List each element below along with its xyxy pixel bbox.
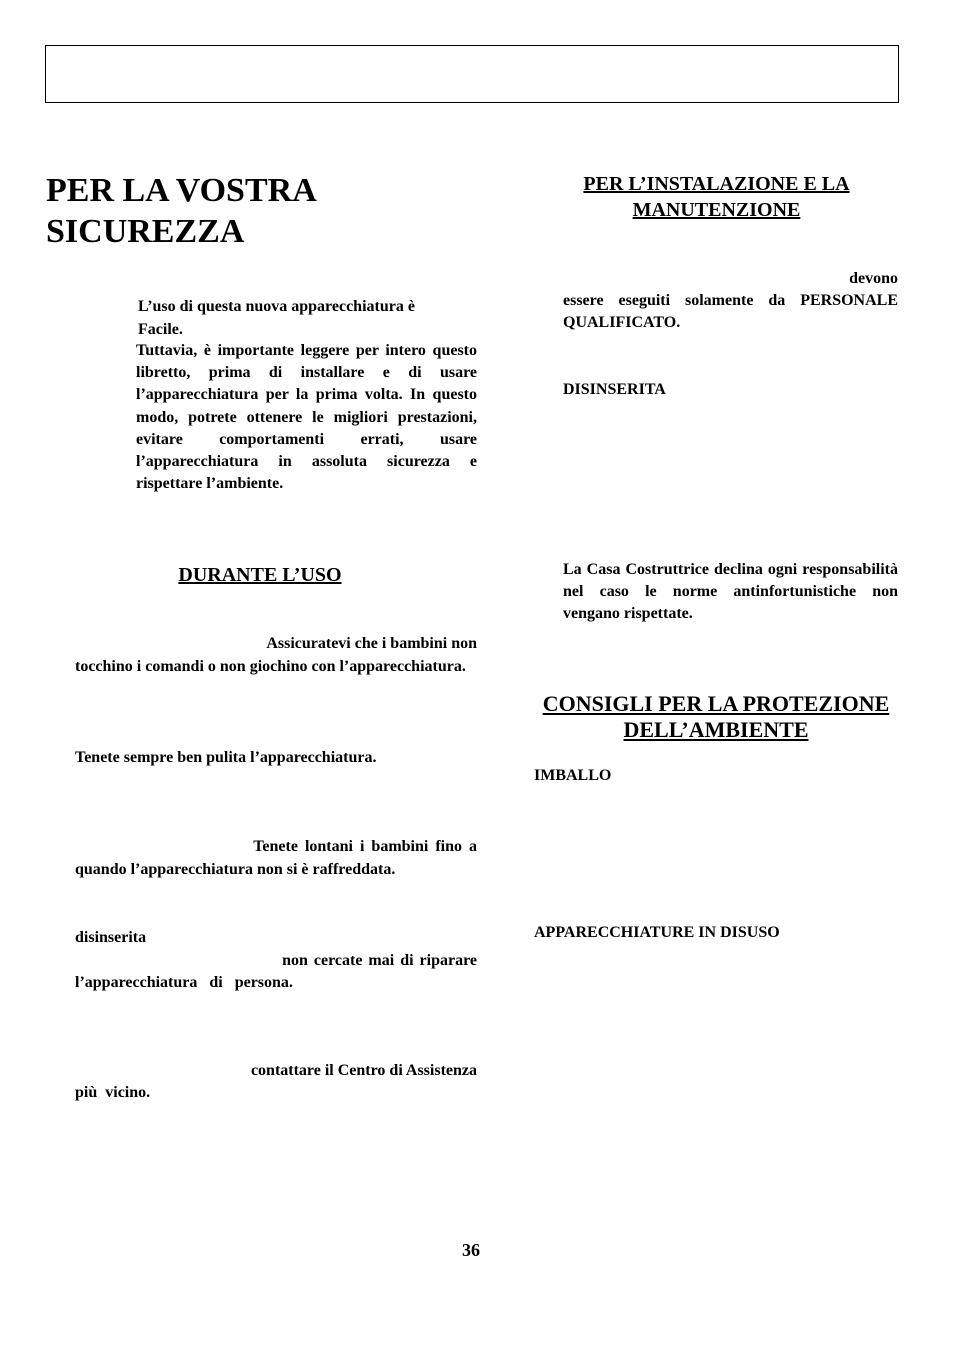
installazione-heading-2: MANUTENZIONE bbox=[632, 199, 801, 221]
installazione-heading bbox=[534, 171, 899, 223]
durante-heading: DURANTE L’USO bbox=[178, 564, 342, 586]
durante-p3-rest: quando l’apparecchiatura non si è raffreddata. bbox=[75, 861, 396, 878]
installazione-p3: La Casa Costruttrice declina ogni responsabilità nel caso le norme antinfortunistiche non vengano rispettate. bbox=[563, 561, 898, 623]
title-line-2: SICUREZZA bbox=[46, 213, 245, 250]
durante-p3-first: Tenete lontani i bambini fino a bbox=[253, 838, 477, 855]
installazione-heading-1: PER L’INSTALAZIONE E LA bbox=[583, 173, 850, 195]
page-number: 36 bbox=[462, 1240, 480, 1260]
durante-p5-rest: più vicino. bbox=[75, 1084, 151, 1101]
header-box bbox=[45, 45, 899, 103]
intro-line-2: Facile. bbox=[138, 321, 183, 338]
durante-p1-first: Assicuratevi che i bambini non bbox=[266, 635, 477, 652]
installazione-p1-first: devono bbox=[849, 270, 898, 287]
durante-p4-rest: l’apparecchiatura di persona. bbox=[75, 974, 293, 991]
durante-p5-first: contattare il Centro di Assistenza bbox=[250, 1062, 477, 1079]
durante-p1-rest: tocchino i comandi o non giochino con l’apparecchiatura. bbox=[75, 658, 466, 675]
title-line-1: PER LA VOSTRA bbox=[46, 172, 317, 209]
consigli-heading bbox=[530, 691, 902, 743]
installazione-p2: DISINSERITA bbox=[563, 381, 666, 398]
consigli-disuso: APPARECCHIATURE IN DISUSO bbox=[534, 924, 780, 941]
durante-p2: Tenete sempre ben pulita l’apparecchiatura. bbox=[75, 749, 377, 766]
installazione-p1-rest: essere eseguiti solamente da PERSONALE QUALIFICATO. bbox=[563, 292, 898, 332]
consigli-heading-2: DELL’AMBIENTE bbox=[623, 717, 809, 742]
consigli-heading-1: CONSIGLI PER LA PROTEZIONE bbox=[542, 691, 890, 716]
durante-p4-word: disinserita bbox=[75, 929, 147, 946]
consigli-imballo: IMBALLO bbox=[534, 767, 612, 784]
intro-body: Tuttavia, è importante leggere per intero questo libretto, prima di installare e di usare l’apparecchiatura per la prima volta. In questo modo, potrete ottenere le migliori prestazioni, evitare comportamenti errati, usare l’apparecchiatura in assoluta sicurezza e rispettare l’ambiente. bbox=[136, 342, 477, 493]
intro-line-1: L’uso di questa nuova apparecchiatura è bbox=[138, 298, 415, 315]
page-title bbox=[46, 170, 317, 252]
durante-p4-first: non cercate mai di riparare bbox=[282, 952, 477, 969]
